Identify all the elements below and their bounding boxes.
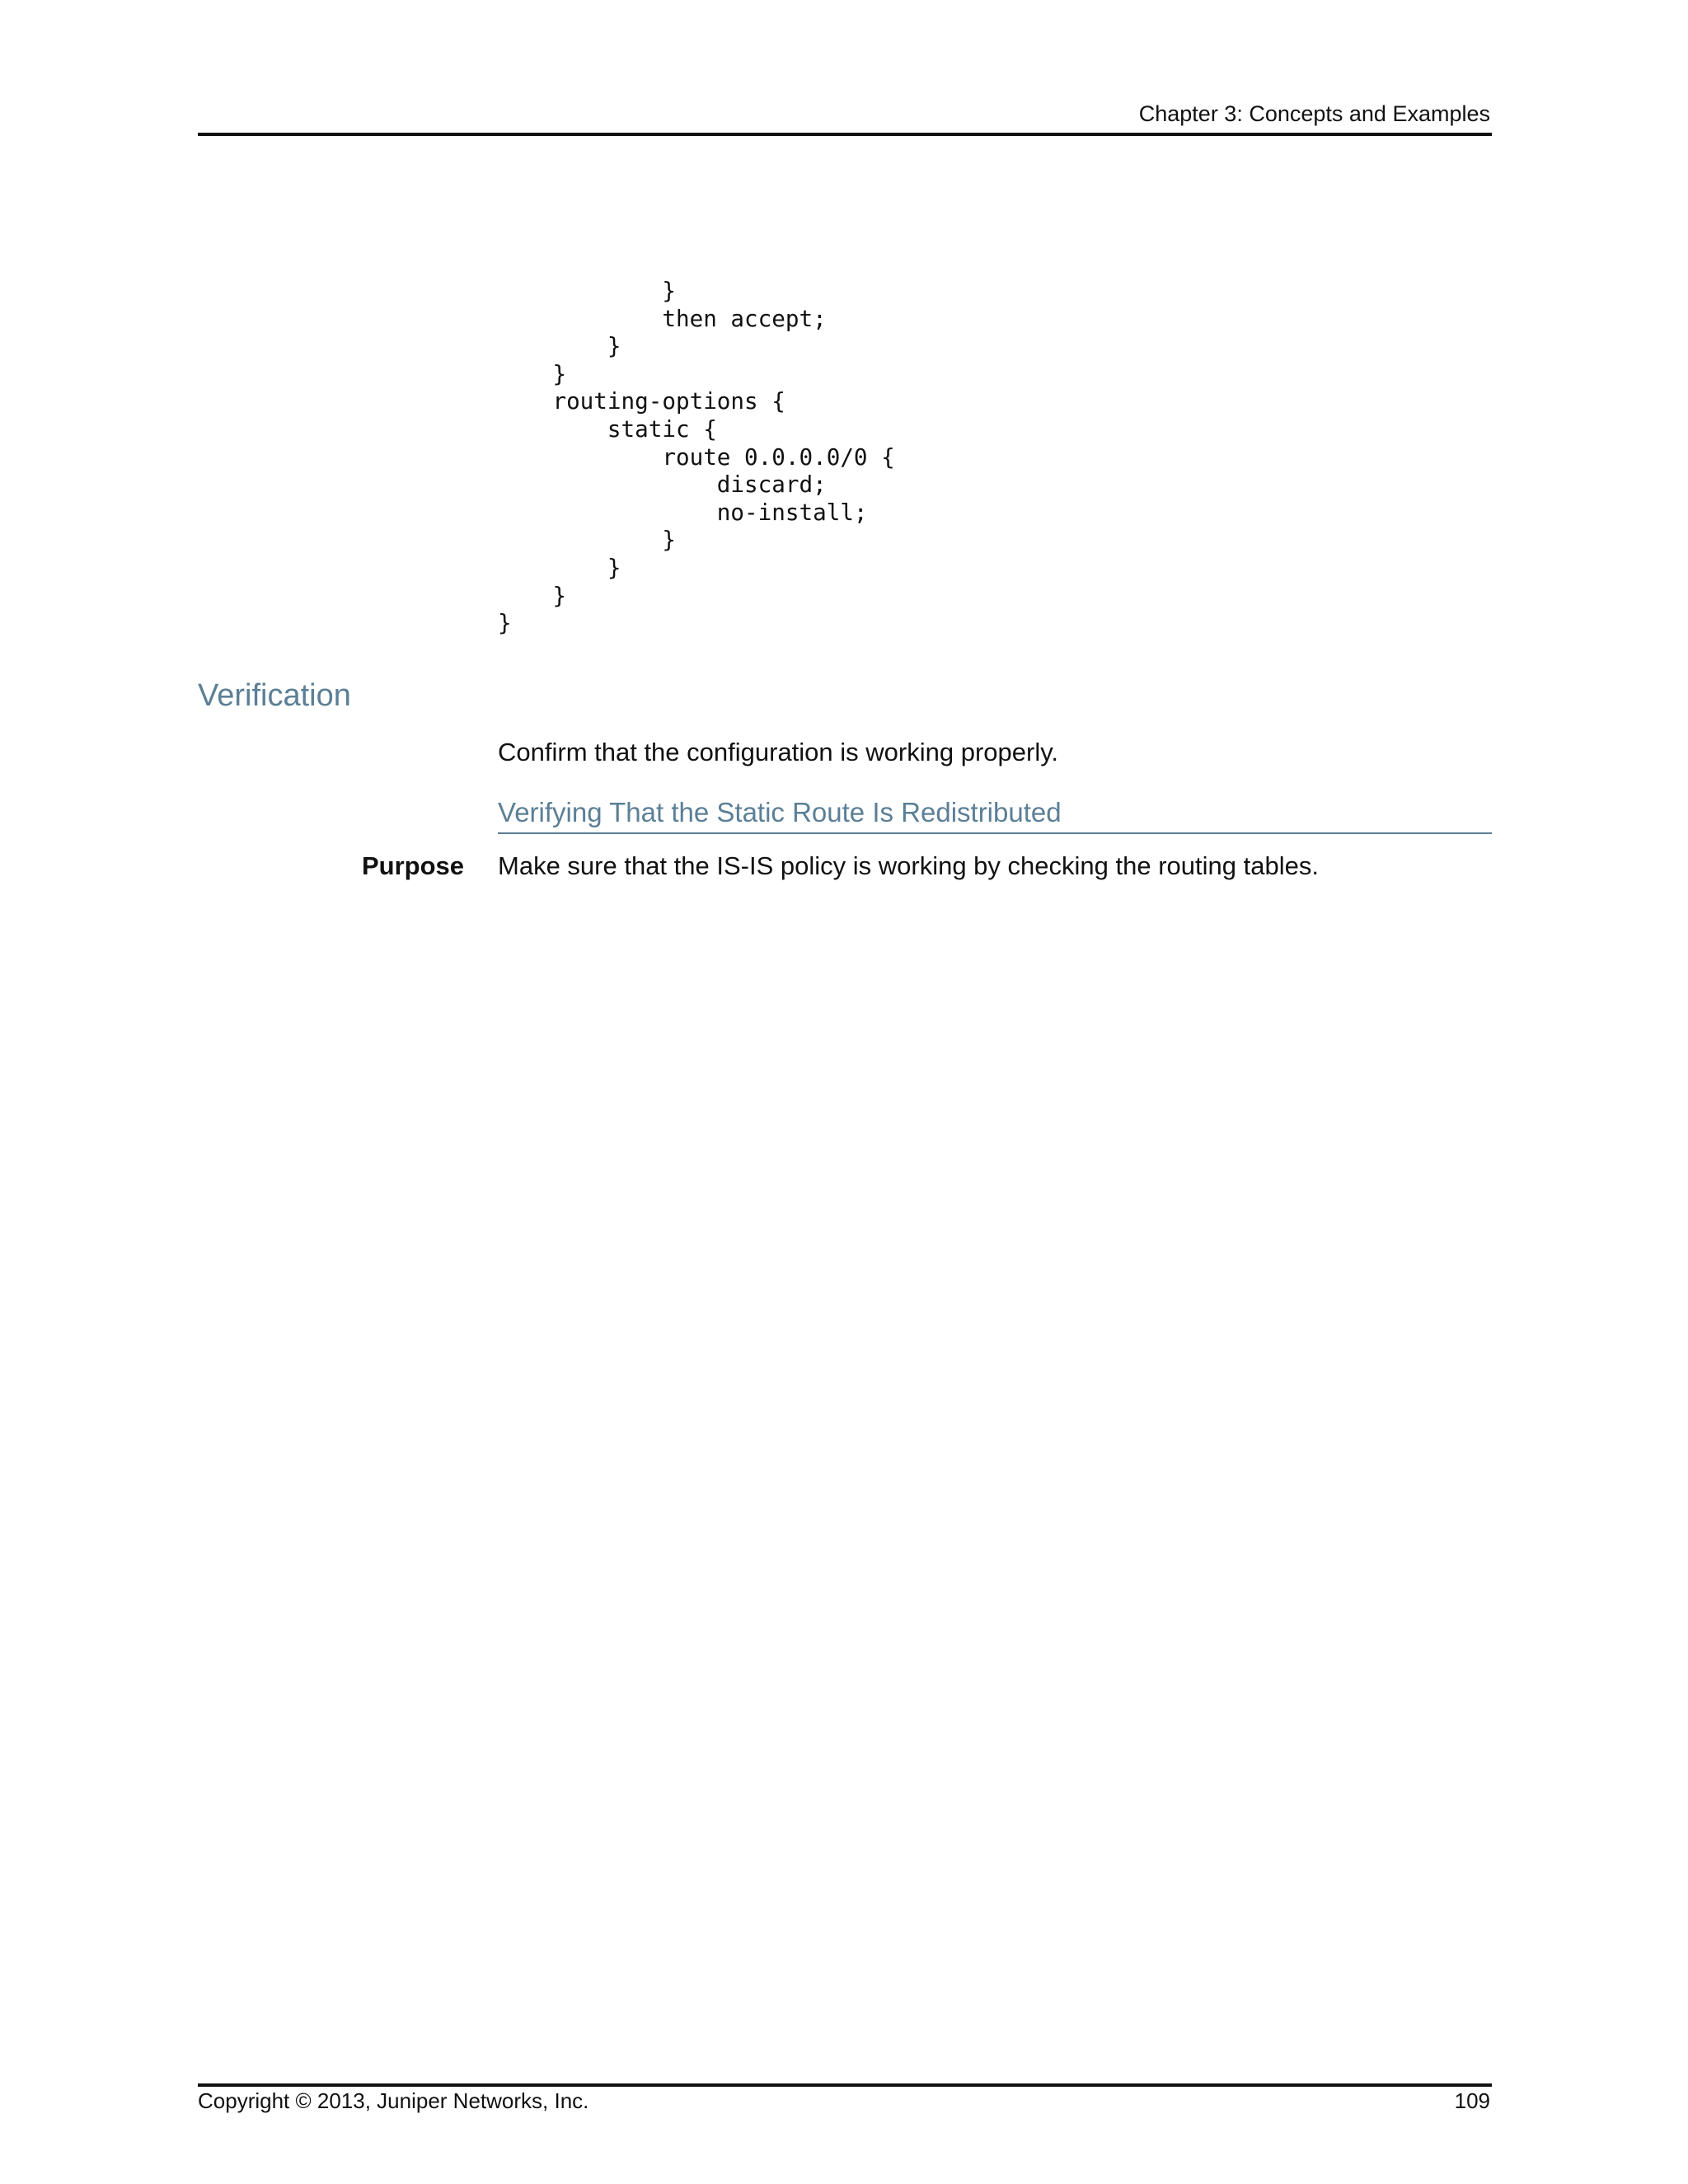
code-block (498, 277, 895, 637)
code-line: then accept; (498, 304, 827, 332)
subheading-verifying-static-route: Verifying That the Static Route Is Redistributed (498, 797, 1062, 827)
code-line: } (498, 526, 676, 554)
code-line: discard; (498, 471, 827, 499)
code-line: } (498, 277, 676, 304)
subheading-rule (498, 832, 1492, 834)
code-line: route 0.0.0.0/0 { (498, 443, 895, 471)
running-header-chapter: Chapter 3: Concepts and Examples (1138, 101, 1490, 126)
purpose-text: Make sure that the IS-IS policy is working by checking the routing tables. (498, 851, 1319, 880)
code-line: static { (498, 415, 717, 443)
code-line: } (498, 359, 567, 387)
footer-page-number: 109 (1454, 2088, 1490, 2113)
code-line: } (498, 332, 621, 360)
code-line: } (498, 553, 621, 581)
verification-intro-text: Confirm that the configuration is working properly. (498, 738, 1059, 766)
code-line: routing-options { (498, 387, 785, 415)
code-line: no-install; (498, 498, 868, 526)
code-line: } (498, 609, 512, 637)
header-rule (198, 133, 1492, 136)
footer-copyright: Copyright © 2013, Juniper Networks, Inc. (198, 2088, 589, 2113)
section-title-verification: Verification (198, 678, 351, 713)
code-line: } (498, 581, 567, 609)
purpose-label: Purpose (361, 851, 464, 880)
